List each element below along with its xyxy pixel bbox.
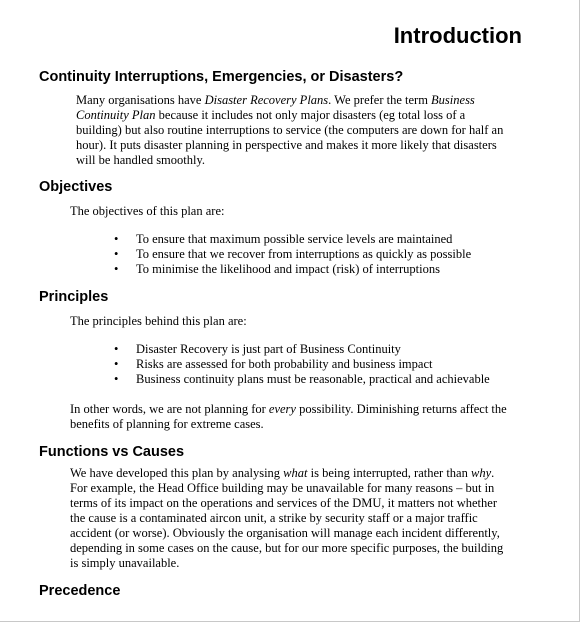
list-item: • To ensure that we recover from interruptions as quickly as possible [114,247,472,261]
heading-precedence: Precedence [39,583,121,599]
paragraph-line: We have developed this plan by analysing what is being interrupted, rather than why. [70,466,495,480]
bullet-icon: • [114,372,119,386]
paragraph-line: For example, the Head Office building may be unavailable for many reasons – but in [70,481,495,495]
paragraph-line: depending in some cases on the cause, but for our more specific purposes, the building [70,541,504,555]
principles-intro: The principles behind this plan are: [70,314,247,328]
heading-principles: Principles [39,289,109,305]
list-item: • Business continuity plans must be reasonable, practical and achievable [114,372,490,386]
heading-objectives: Objectives [39,179,113,195]
paragraph-principles-closing [70,402,507,432]
bullet-icon: • [114,342,119,356]
paragraph-line: Continuity Plan because it includes not only major disasters (eg total loss of a [76,108,466,122]
bullet-icon: • [114,247,119,261]
list-item: • To minimise the likelihood and impact (risk) of interruptions [114,262,440,276]
paragraph-line: accident (or worse). Obviously the organisation will manage each incident differently, [70,526,500,540]
bullet-icon: • [114,232,119,246]
paragraph-line: will be handled smoothly. [76,153,206,167]
paragraph-line: the cause is a contaminated aircon unit, a strike by security staff or a major traffic [70,511,478,525]
heading-functions: Functions vs Causes [39,444,185,460]
list-item: • Risks are assessed for both probability and business impact [114,357,433,371]
list-item: • Disaster Recovery is just part of Business Continuity [114,342,401,356]
heading-continuity: Continuity Interruptions, Emergencies, or Disasters? [39,69,404,85]
paragraph-line: is simply unavailable. [70,556,180,570]
bullet-icon: • [114,357,119,371]
paragraph-line: terms of its impact on the operations and services of the DMU, it matters not whether [70,496,497,510]
paragraph-functions [70,466,503,571]
bullet-icon: • [114,262,119,276]
paragraph-line: hour). It puts disaster planning in perspective and makes it more likely that disasters [76,138,497,152]
objectives-intro: The objectives of this plan are: [70,204,225,218]
paragraph-line: building) but also routine interruptions to service (the computers are down for half an [76,123,504,137]
page-title: Introduction [393,23,522,48]
objectives-list [114,232,471,277]
list-item: • To ensure that maximum possible service levels are maintained [114,232,453,246]
paragraph-line: benefits of planning for extreme cases. [70,417,264,431]
principles-list [114,342,490,387]
paragraph-continuity [76,93,503,168]
paragraph-line: In other words, we are not planning for every possibility. Diminishing returns affect the [70,402,507,416]
paragraph-line: Many organisations have Disaster Recovery Plans. We prefer the term Business [76,93,475,107]
